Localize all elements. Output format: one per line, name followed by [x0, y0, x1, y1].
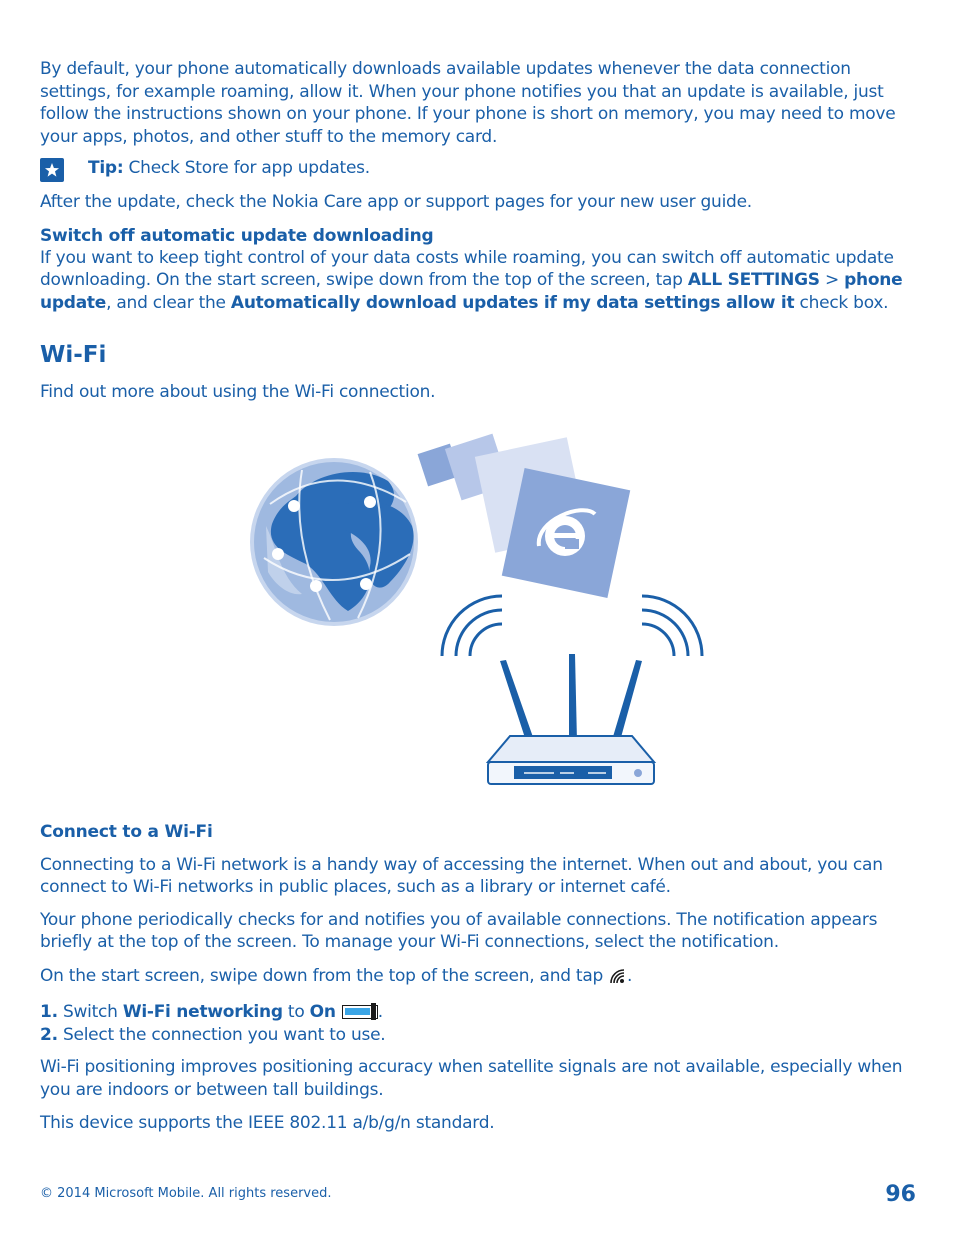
start-screen-instruction: On the start screen, swipe down from the top of the screen, and tap: [40, 965, 604, 986]
page-number: 96: [885, 1182, 916, 1207]
step-text: to: [282, 1002, 310, 1022]
step-text: Select the connection you want to use.: [57, 1024, 386, 1045]
auto-update-text: , and clear the: [106, 292, 231, 313]
auto-update-text: If you want to keep tight control of your data costs while roaming, you can switch off automatic update downloading. On the start screen, swipe down from the top of the screen, tap: [40, 247, 894, 290]
page-content: [40, 58, 916, 1135]
browser-tiles: [418, 433, 631, 597]
wifi-signal-right: [642, 596, 702, 656]
sentence-end: .: [377, 1002, 383, 1022]
globe-icon: [250, 458, 418, 626]
wifi-signal-left: [442, 596, 502, 656]
tip-body: Check Store for app updates.: [123, 158, 370, 178]
wifi-title: Wi-Fi: [40, 342, 107, 368]
connect-paragraph-3: [40, 965, 916, 991]
intro-paragraph: By default, your phone automatically downloads available updates whenever the data connection settings, for example roaming, allow it. When your phone notifies you that an update is available, just follow the instructions shown on your phone. If your phone is short on memory, you may need to move your apps, photos, and other stuff to the memory card.: [40, 59, 896, 147]
wifi-intro: Find out more about using the Wi-Fi connection.: [40, 382, 436, 402]
wifi-illustration: [40, 426, 916, 806]
auto-update-text: check box.: [794, 292, 889, 313]
standard-paragraph: This device supports the IEEE 802.11 a/b/g/n standard.: [40, 1113, 495, 1133]
auto-update-paragraph: [40, 247, 916, 315]
page-footer: [40, 1182, 916, 1207]
tip-block: [40, 157, 916, 183]
step-text: Switch: [57, 1002, 123, 1022]
positioning-paragraph: Wi-Fi positioning improves positioning accuracy when satellite signals are not available, especially when you are indoors or between tall buildings.: [40, 1057, 903, 1100]
all-settings-label: ALL SETTINGS: [687, 270, 820, 290]
step-2: [40, 1024, 916, 1047]
wifi-router-globe-image: [40, 426, 916, 806]
toggle-switch-icon: [342, 1005, 378, 1019]
after-update-paragraph: After the update, check the Nokia Care app or support pages for your new user guide.: [40, 192, 752, 212]
step-1: [40, 1001, 916, 1024]
connect-paragraph-1: Connecting to a Wi-Fi network is a handy way of accessing the internet. When out and about, you can connect to Wi-Fi networks in public places, such as a library or internet café.: [40, 854, 883, 897]
phone-update-label: phone update: [40, 270, 903, 313]
path-separator: >: [819, 270, 845, 290]
on-label: On: [309, 1002, 336, 1022]
step-number: 1.: [40, 1002, 58, 1022]
copyright-text: © 2014 Microsoft Mobile. All rights reserved.: [40, 1186, 332, 1201]
router-antennas: [500, 654, 642, 742]
connect-wifi-heading: Connect to a Wi-Fi: [40, 821, 213, 842]
step-number: 2.: [40, 1024, 58, 1045]
star-icon: [40, 158, 64, 182]
wifi-networking-label: Wi-Fi networking: [122, 1002, 283, 1022]
router-icon: [488, 736, 654, 784]
sentence-end: .: [627, 965, 633, 986]
connect-paragraph-2: Your phone periodically checks for and notifies you of available connections. The notification appears briefly at the top of the screen. To manage your Wi-Fi connections, select the notification.: [40, 909, 878, 952]
auto-update-heading: Switch off automatic update downloading: [40, 225, 434, 246]
auto-download-checkbox-label: Automatically download updates if my data settings allow it: [230, 292, 795, 313]
tip-text: [88, 157, 370, 179]
wifi-icon: [607, 966, 627, 991]
tip-label: Tip:: [88, 158, 124, 178]
